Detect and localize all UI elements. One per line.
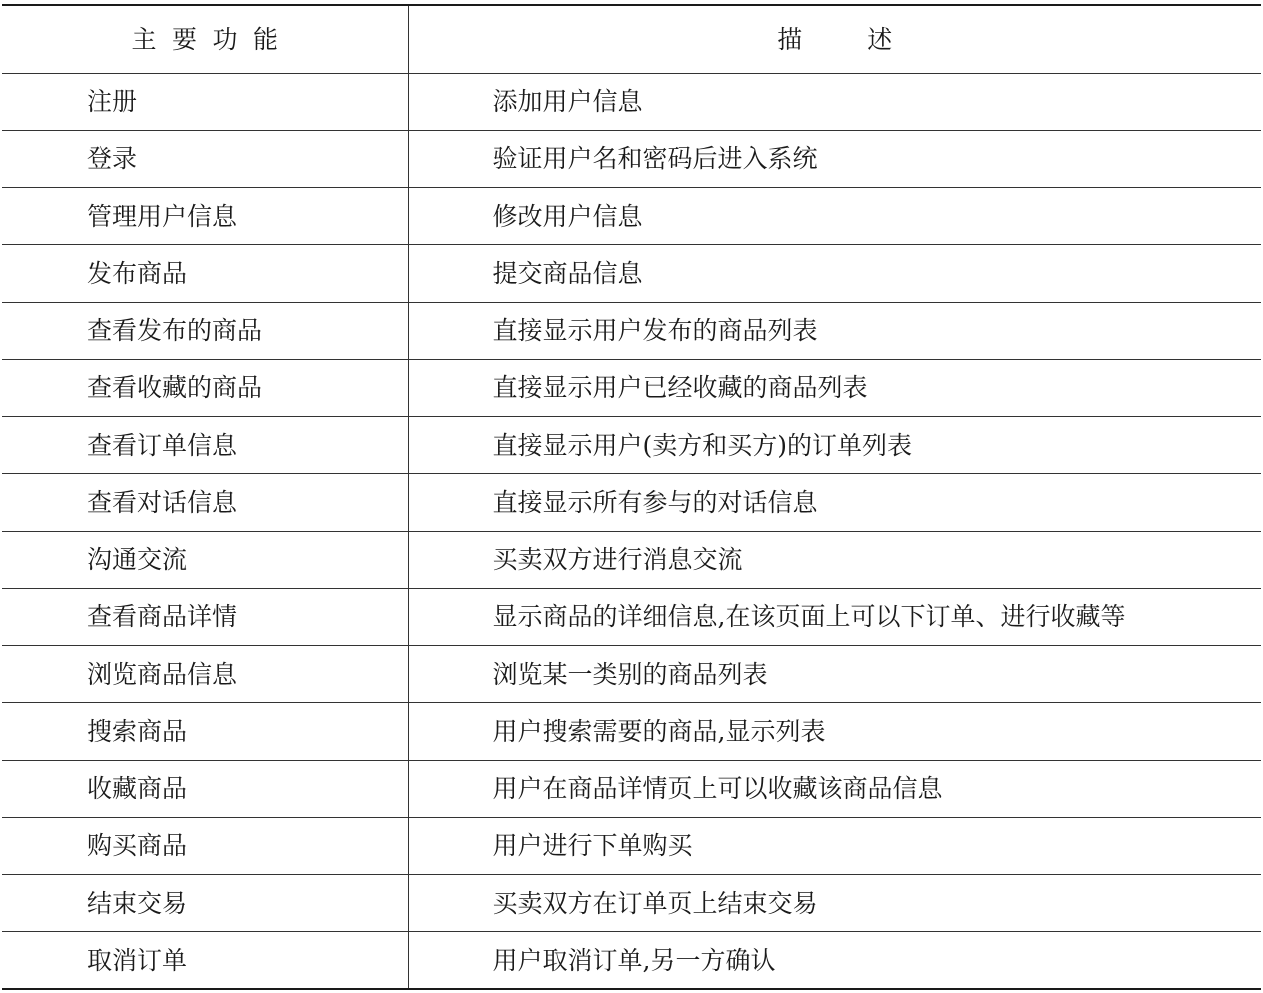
function-cell: 查看订单信息 <box>2 417 408 474</box>
description-cell: 显示商品的详细信息,在该页面上可以下订单、进行收藏等 <box>408 588 1261 645</box>
description-cell: 修改用户信息 <box>408 188 1261 245</box>
table-row <box>2 188 1261 245</box>
description-cell: 用户取消订单,另一方确认 <box>408 932 1261 989</box>
table-row <box>2 359 1261 416</box>
header-row <box>2 5 1261 73</box>
function-cell: 取消订单 <box>2 932 408 989</box>
table-header <box>2 5 1261 73</box>
description-cell: 直接显示用户已经收藏的商品列表 <box>408 359 1261 416</box>
table-row <box>2 588 1261 645</box>
table-row <box>2 932 1261 989</box>
description-cell: 直接显示所有参与的对话信息 <box>408 474 1261 531</box>
description-cell: 买卖双方进行消息交流 <box>408 531 1261 588</box>
header-cell-description <box>408 5 1261 73</box>
description-cell: 用户搜索需要的商品,显示列表 <box>408 703 1261 760</box>
function-cell: 查看对话信息 <box>2 474 408 531</box>
table-row <box>2 417 1261 474</box>
description-cell: 浏览某一类别的商品列表 <box>408 646 1261 703</box>
table-row <box>2 73 1261 130</box>
function-table <box>2 4 1261 990</box>
function-cell: 查看发布的商品 <box>2 302 408 359</box>
table-row <box>2 531 1261 588</box>
table-row <box>2 302 1261 359</box>
table-row <box>2 817 1261 874</box>
table-row <box>2 474 1261 531</box>
header-label-function: 主要功能 <box>131 24 294 54</box>
table-row <box>2 130 1261 187</box>
table-body <box>2 73 1261 989</box>
table-row <box>2 245 1261 302</box>
function-cell: 登录 <box>2 130 408 187</box>
function-cell: 收藏商品 <box>2 760 408 817</box>
header-cell-function <box>2 5 408 73</box>
function-cell: 搜索商品 <box>2 703 408 760</box>
function-cell: 查看收藏的商品 <box>2 359 408 416</box>
function-cell: 管理用户信息 <box>2 188 408 245</box>
description-cell: 直接显示用户发布的商品列表 <box>408 302 1261 359</box>
description-cell: 用户进行下单购买 <box>408 817 1261 874</box>
table-row <box>2 646 1261 703</box>
description-cell: 添加用户信息 <box>408 73 1261 130</box>
description-cell: 直接显示用户(卖方和买方)的订单列表 <box>408 417 1261 474</box>
description-cell: 提交商品信息 <box>408 245 1261 302</box>
description-cell: 验证用户名和密码后进入系统 <box>408 130 1261 187</box>
table-row <box>2 875 1261 932</box>
header-label-description: 描述 <box>777 24 958 54</box>
function-cell: 购买商品 <box>2 817 408 874</box>
function-cell: 查看商品详情 <box>2 588 408 645</box>
function-cell: 注册 <box>2 73 408 130</box>
description-cell: 用户在商品详情页上可以收藏该商品信息 <box>408 760 1261 817</box>
function-cell: 结束交易 <box>2 875 408 932</box>
table-row <box>2 703 1261 760</box>
table-row <box>2 760 1261 817</box>
function-cell: 沟通交流 <box>2 531 408 588</box>
description-cell: 买卖双方在订单页上结束交易 <box>408 875 1261 932</box>
function-cell: 浏览商品信息 <box>2 646 408 703</box>
function-cell: 发布商品 <box>2 245 408 302</box>
